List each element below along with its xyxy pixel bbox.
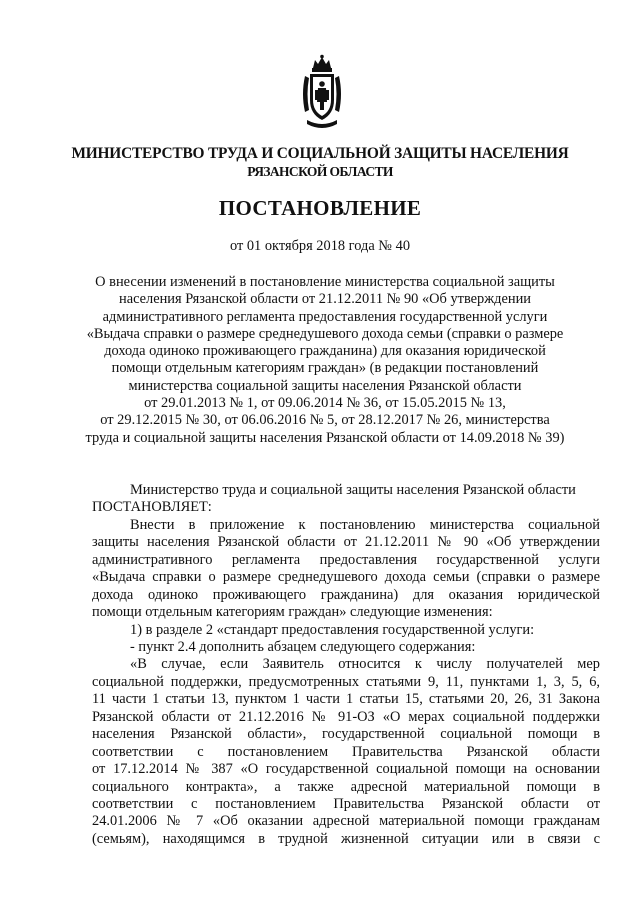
document-body: [92, 482, 600, 848]
body-line: социальной поддержки, предусмотренных статьями 9, 11, пунктами 1, 3, 5, 6,: [92, 673, 600, 690]
subject-line: дохода одиноко проживающего гражданина) для оказания юридической: [104, 343, 546, 360]
body-line: Рязанской области от 21.12.2016 № 91-ОЗ «О мерах социальной поддержки: [92, 708, 600, 725]
body-line: 11 части 1 статьи 13, пунктом 1 части 1 статьи 15, статьями 20, 26, 31 Закона: [92, 691, 600, 708]
ministry-name-line2: РЯЗАНСКОЙ ОБЛАСТИ: [247, 164, 393, 179]
subject-line: помощи отдельным категориям граждан» (в редакции постановлений: [111, 360, 539, 377]
subject-line: министерства социальной защиты населения Рязанской области: [128, 377, 522, 394]
body-line: соответствии с постановлением Правительства Рязанской области: [92, 743, 600, 760]
body-line: защиты населения Рязанской области от 21.12.2011 № 90 «Об утверждении: [92, 534, 600, 551]
subject-line: труда и социальной защиты населения Рязанской области от 14.09.2018 № 39): [85, 429, 565, 446]
body-line: «В случае, если Заявитель относится к числу получателей мер: [130, 656, 600, 673]
body-line: Внести в приложение к постановлению министерства социальной: [130, 516, 600, 533]
subject-line: населения Рязанской области от 21.12.2011 № 90 «Об утверждении: [119, 291, 531, 308]
document-subject: [80, 274, 570, 447]
body-line: Министерство труда и социальной защиты населения Рязанской области: [130, 482, 576, 498]
body-line: ПОСТАНОВЛЯЕТ:: [92, 499, 212, 516]
subject-line: «Выдача справки о размере среднедушевого дохода семьи (справки о размере: [86, 325, 564, 342]
body-line: от 17.12.2014 № 387 «О государственной социальной помощи на основании: [92, 761, 600, 778]
subject-line: от 29.12.2015 № 30, от 06.06.2016 № 5, от 28.12.2017 № 26, министерства: [100, 412, 550, 429]
body-line: «Выдача справки о размере среднедушевого дохода семьи (справки о размере: [92, 569, 600, 586]
body-line: дохода одиноко проживающего гражданина) для оказания юридической: [92, 586, 600, 603]
subject-line: административного регламента предоставления государственной услуги: [102, 308, 548, 325]
body-line: социального контракта», а также адресной материальной помощи в: [92, 778, 600, 795]
body-line: (семьям), находящимся в трудной жизненной ситуации или в связи с: [92, 830, 600, 847]
subject-line: О внесении изменений в постановление министерства социальной защиты: [95, 274, 555, 290]
body-line: населения Рязанской области», государственной социальной помощи в: [92, 726, 600, 743]
body-line: соответствии с постановлением Правительства Рязанской области от: [92, 795, 600, 812]
coat-of-arms-icon: [299, 54, 345, 130]
ministry-name-line1: МИНИСТЕРСТВО ТРУДА И СОЦИАЛЬНОЙ ЗАЩИТЫ НАСЕЛЕНИЯ: [71, 145, 569, 162]
document-date-number: от 01 октября 2018 года № 40: [229, 238, 411, 254]
subject-line: от 29.01.2013 № 1, от 09.06.2014 № 36, от 15.05.2015 № 13,: [144, 395, 506, 412]
body-line: - пункт 2.4 дополнить абзацем следующего содержания:: [130, 639, 476, 655]
body-line: 24.01.2006 № 7 «Об оказании адресной материальной помощи гражданам: [92, 813, 600, 830]
body-line: 1) в разделе 2 «стандарт предоставления государственной услуги:: [130, 621, 535, 638]
document-type: ПОСТАНОВЛЕНИЕ: [218, 196, 422, 220]
body-line: административного регламента предоставления государственной услуги: [92, 551, 600, 568]
body-line: помощи отдельным категориям граждан» следующие изменения:: [92, 604, 493, 621]
